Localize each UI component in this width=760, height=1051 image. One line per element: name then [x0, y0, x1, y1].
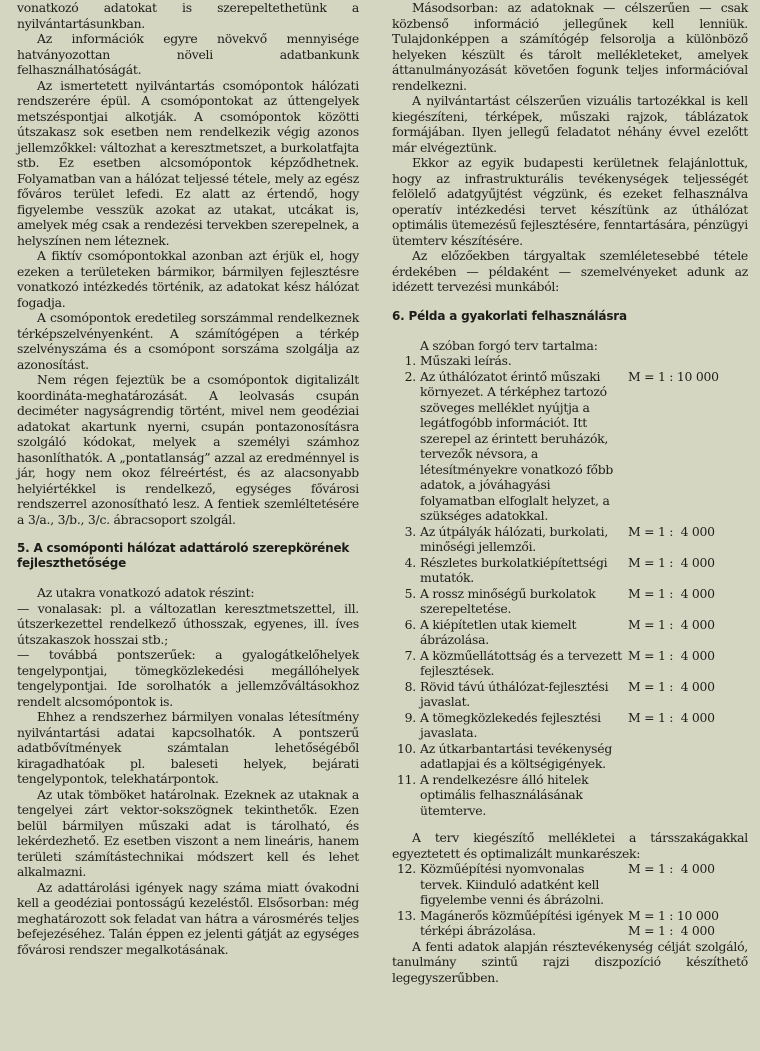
paragraph: Másodsorban: az adatoknak — célszerűen — csak közbenső információ jellegűnek kell lenniük. Tulajdonképpen a számítógép felsorolja a különböző helyeken készült és tárolt mellékleteket, amelyek áttanulmányozását követően fogunk teljes információval rendelkezni. [392, 0, 748, 93]
plan-item [392, 586, 748, 617]
plan-item-number: 13. [397, 907, 416, 923]
plan-item-text: A közműellátottság és a tervezett fejlesztések. [420, 647, 622, 678]
plan-item [392, 679, 748, 710]
plan-item [392, 772, 748, 819]
supplement-list [392, 861, 748, 939]
plan-item [392, 908, 748, 939]
left-column [17, 0, 359, 957]
plan-item-text: Műszaki leírás. [420, 353, 512, 368]
plan-item-scale: M = 1 : 4 000 [628, 585, 715, 601]
plan-item-scale: M = 1 : 4 000 [628, 616, 715, 632]
plan-item-text: Magánerős közműépítési igények térképi ábrázolása. [420, 907, 623, 938]
plan-item-text: Az útpályák hálózati, burkolati, minőségi jellemzői. [420, 523, 609, 554]
plan-item [392, 617, 748, 648]
plan-item-number: 9. [404, 709, 416, 725]
plan-item-number: 5. [404, 585, 416, 601]
plan-item [392, 353, 748, 369]
plan-item-text: A rossz minőségű burkolatok szerepeltetése. [420, 585, 596, 616]
plan-item-number: 10. [397, 740, 416, 756]
plan-item-scale: M = 1 : 10 000 M = 1 : 4 000 [628, 907, 719, 938]
paragraph: A fiktív csomópontokkal azonban azt érjük el, hogy ezeken a területeken bármikor, bármilyen fejlesztésre vonatkozó intézkedés történik, az adatokat kész hálózat fogadja. [17, 248, 359, 310]
plan-item-number: 7. [404, 647, 416, 663]
plan-item-number: 11. [397, 771, 416, 787]
paragraph: A terv kiegészítő mellékletei a társszakágakkal egyeztetett és optimalizált munkarészek: [392, 830, 748, 861]
plan-item-text: Közműépítési nyomvonalas tervek. Kiinduló adatként kell figyelembe venni és ábrázolni. [420, 861, 604, 907]
paragraph: Az utak tömböket határolnak. Ezeknek az utaknak a tengelyei zárt vektor-sokszögnek tekinthetők. Ezen belül bármilyen műszaki adat is tárolható, és lekérdezhető. Ez esetben viszont a nem lineáris, hanem területi számítástechnikai módszert kell és lehet alkalmazni. [17, 786, 359, 879]
paragraph: Nem régen fejeztük be a csomópontok digitalizált koordináta-meghatározását. A leolvasás csupán deciméter nagyságrendig történt, mivel nem geodéziai adatokat akartunk nyerni, csupán pontazonosításra szolgáló kódokat, melyek a személyi számhoz hasonlíthatók. A „pontatlanság” azzal az eredménnyel is jár, hogy nem okoz félreértést, és az alacsonyabb helyiértékkel is rendelkező, egységes fővárosi rendszerrel azonosítható lesz. A fentiek szemléltetésére a 3/a., 3/b., 3/c. ábracsoport szolgál. [17, 372, 359, 527]
paragraph: A nyilvántartást célszerűen vizuális tartozékkal is kell kiegészíteni, térképek, műszaki rajzok, táblázatok formájában. Ilyen jellegű feladatot néhány évvel ezelőtt már elvégeztünk. [392, 93, 748, 155]
plan-item-scale: M = 1 : 4 000 [628, 554, 715, 570]
paragraph: A fenti adatok alapján résztevékenység célját szolgáló, tanulmány szintű rajzi diszpozíció készíthető legegyszerűbben. [392, 938, 748, 985]
paragraph: Az utakra vonatkozó adatok részint: [37, 585, 255, 600]
plan-item-scale: M = 1 : 4 000 [628, 523, 715, 539]
plan-item-scale: M = 1 : 4 000 [628, 678, 715, 694]
plan-item-number: 2. [404, 368, 416, 384]
plan-item-text: Rövid távú úthálózat-fejlesztési javaslat. [420, 678, 609, 709]
paragraph: Az információk egyre növekvő mennyisége hatványozottan növeli adatbankunk felhasználhatóságát. [17, 31, 359, 77]
plan-intro: A szóban forgó terv tartalma: [420, 337, 598, 353]
plan-item [392, 710, 748, 741]
list-item-text: — vonalasak: pl. a változatlan keresztmetszettel, ill. útszerkezettel rendelkező úthosszak, egyenes, ill. íves útszakaszok hosszai stb.; [17, 600, 359, 647]
paragraph: Az ismertetett nyilvántartás csomópontok hálózati rendszerére épül. A csomópontokat az úttengelyek metszéspontjai alkotják. A csomópontok közötti útszakasz sok esetben nem rendelkezik végig azonos jellemzőkkel: változhat a keresztmetszet, a burkolatfajta stb. Ez esetben alcsomópontok képződhetnek. Folyamatban van a hálózat teljessé tétele, mely az egész főváros terület lefedi. Ez alatt az értendő, hogy figyelembe vesszük azokat az utakat, utcákat is, amelyek még csak a rendezési tervekben szerepelnek, a helyszínen nem léteznek. [17, 77, 359, 248]
plan-item-scale: M = 1 : 4 000 [628, 647, 715, 663]
section-heading-6: 6. Példa a gyakorlati felhasználásra [392, 308, 627, 323]
list-item [17, 601, 359, 648]
plan-item [392, 369, 748, 524]
section-heading-5: 5. A csomóponti hálózat adattároló szerepkörének fejleszthetősége [17, 541, 350, 570]
plan-item-text: A kiépítetlen utak kiemelt ábrázolása. [420, 616, 577, 647]
plan-item-text: Az úthálózatot érintő műszaki környezet. A térképhez tartozó szöveges melléklet nyújtja a legátfogóbb információt. Itt szerepel az érintett beruházók, tervezők névsora, a létesítményekre vonatkozó főbb adatok, a jóváhagyási folyamatban elfoglalt helyzet, a szükséges adatokkal. [420, 368, 614, 523]
plan-item-text: Az útkarbantartási tevékenység adatlapjai és a költségigények. [420, 740, 612, 771]
paragraph: Az előzőekben tárgyaltak szemléletesebbé tétele érdekében — példaként — szemelvényeket adunk az idézett tervezési munkából: [392, 248, 748, 294]
plan-item-number: 1. [404, 353, 416, 368]
paragraph: Ehhez a rendszerhez bármilyen vonalas létesítmény nyilvántartási adatai kapcsolhatók. A pontszerű adatbővítmények számtalan lehetőségéből kiragadhatóak pl. baleseti helyek, bejárati tengelypontok, telekhatárpontok. [17, 709, 359, 786]
paragraph: A csomópontok eredetileg sorszámmal rendelkeznek térképszelvényenként. A számítógépen a térkép szelvényszáma és a csomópont sorszáma szolgálja az azonosítást. [17, 310, 359, 372]
plan-item-number: 12. [397, 861, 416, 876]
plan-item [392, 648, 748, 679]
plan-item [392, 741, 748, 772]
plan-item-text: Részletes burkolatkiépítettségi mutatók. [420, 554, 608, 585]
plan-list [392, 353, 748, 818]
plan-item-scale: M = 1 : 4 000 [628, 861, 715, 876]
list-item-text: — továbbá pontszerűek: a gyalogátkelőhelyek tengelypontjai, tömegközlekedési megállóhelyek tengelypontjai. Ide sorolhatók a jellemzőváltásokhoz rendelt alcsomópontok is. [17, 647, 359, 709]
list-item [17, 647, 359, 709]
plan-item-scale: M = 1 : 4 000 [628, 709, 715, 725]
plan-item-scale: M = 1 : 10 000 [628, 368, 719, 384]
plan-item-text: A rendelkezésre álló hitelek optimális felhasználásának ütemterve. [420, 771, 589, 818]
paragraph: vonatkozó adatokat is szerepeltethetünk a nyilvántartásunkban. [17, 0, 359, 31]
plan-item-text: A tömegközlekedés fejlesztési javaslata. [420, 709, 601, 740]
paragraph: Ekkor az egyik budapesti kerületnek felajánlottuk, hogy az infrastrukturális tevékenységek teljességét felölelő adatgyűjtést végzünk, és ezeket felhasználva operatív intézkedési tervet készítünk az úthálózat optimális ütemezésű fejlesztésére, fenntartására, pénzügyi ütemterv készítésére. [392, 155, 748, 248]
plan-item-number: 4. [404, 554, 416, 570]
plan-item-number: 6. [404, 616, 416, 632]
right-column [392, 0, 748, 985]
plan-item [392, 861, 748, 908]
plan-item-number: 8. [404, 678, 416, 694]
plan-item-number: 3. [404, 523, 416, 539]
plan-item [392, 524, 748, 555]
paragraph: Az adattárolási igények nagy száma miatt óvakodni kell a geodéziai pontosságú kezeléstől. Elsősorban: még meghatározott sok feladat van hátra a városmérés teljes befejezéséhez. Talán éppen ez jelenti gátját az egységes fővárosi rendszer megalkotásának. [17, 879, 359, 957]
plan-item [392, 555, 748, 586]
